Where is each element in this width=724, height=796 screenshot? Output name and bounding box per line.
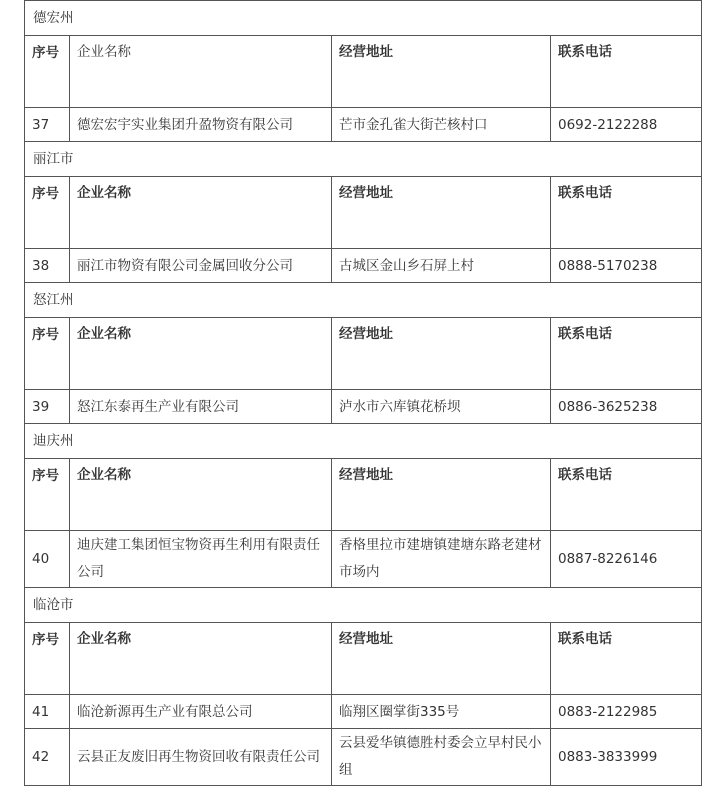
table-row [25, 729, 702, 786]
row-index: 40 [25, 531, 70, 588]
table-row [25, 390, 702, 424]
row-index: 39 [25, 390, 70, 424]
header-row [25, 459, 702, 531]
header-index: 序号 [25, 623, 70, 695]
header-address: 经营地址 [332, 318, 551, 390]
row-index: 38 [25, 249, 70, 283]
row-phone: 0883-2122985 [551, 695, 702, 729]
row-company: 丽江市物资有限公司金属回收分公司 [70, 249, 332, 283]
row-address: 香格里拉市建塘镇建塘东路老建材市场内 [332, 531, 551, 588]
header-row [25, 36, 702, 108]
header-index: 序号 [25, 459, 70, 531]
region-name: 德宏州 [25, 1, 702, 36]
header-index: 序号 [25, 36, 70, 108]
row-address: 古城区金山乡石屏上村 [332, 249, 551, 283]
table-row [25, 695, 702, 729]
row-company: 临沧新源再生产业有限总公司 [70, 695, 332, 729]
header-company: 企业名称 [70, 459, 332, 531]
header-company: 企业名称 [70, 177, 332, 249]
region-row [25, 588, 702, 623]
region-row [25, 424, 702, 459]
header-phone: 联系电话 [551, 318, 702, 390]
table-row [25, 249, 702, 283]
region-row [25, 283, 702, 318]
row-address: 临翔区圈掌街335号 [332, 695, 551, 729]
region-name: 迪庆州 [25, 424, 702, 459]
region-row [25, 1, 702, 36]
header-company: 企业名称 [70, 623, 332, 695]
row-address: 云县爱华镇德胜村委会立早村民小组 [332, 729, 551, 786]
header-row [25, 623, 702, 695]
row-index: 41 [25, 695, 70, 729]
table-row [25, 108, 702, 142]
header-company: 企业名称 [70, 36, 332, 108]
header-row [25, 318, 702, 390]
header-address: 经营地址 [332, 177, 551, 249]
header-index: 序号 [25, 318, 70, 390]
region-row [25, 142, 702, 177]
row-address: 芒市金孔雀大街芒核村口 [332, 108, 551, 142]
region-name: 怒江州 [25, 283, 702, 318]
region-name: 丽江市 [25, 142, 702, 177]
row-phone: 0887-8226146 [551, 531, 702, 588]
row-phone: 0883-3833999 [551, 729, 702, 786]
header-phone: 联系电话 [551, 177, 702, 249]
row-phone: 0692-2122288 [551, 108, 702, 142]
row-index: 42 [25, 729, 70, 786]
row-phone: 0888-5170238 [551, 249, 702, 283]
header-row [25, 177, 702, 249]
row-company: 德宏宏宇实业集团升盈物资有限公司 [70, 108, 332, 142]
row-phone: 0886-3625238 [551, 390, 702, 424]
header-address: 经营地址 [332, 623, 551, 695]
header-phone: 联系电话 [551, 36, 702, 108]
header-index: 序号 [25, 177, 70, 249]
row-company: 迪庆建工集团恒宝物资再生利用有限责任公司 [70, 531, 332, 588]
region-name: 临沧市 [25, 588, 702, 623]
header-phone: 联系电话 [551, 623, 702, 695]
row-index: 37 [25, 108, 70, 142]
table-row [25, 531, 702, 588]
header-phone: 联系电话 [551, 459, 702, 531]
row-company: 云县正友废旧再生物资回收有限责任公司 [70, 729, 332, 786]
header-company: 企业名称 [70, 318, 332, 390]
row-company: 怒江东泰再生产业有限公司 [70, 390, 332, 424]
company-directory-table [24, 0, 702, 786]
header-address: 经营地址 [332, 459, 551, 531]
header-address: 经营地址 [332, 36, 551, 108]
row-address: 泸水市六库镇花桥坝 [332, 390, 551, 424]
